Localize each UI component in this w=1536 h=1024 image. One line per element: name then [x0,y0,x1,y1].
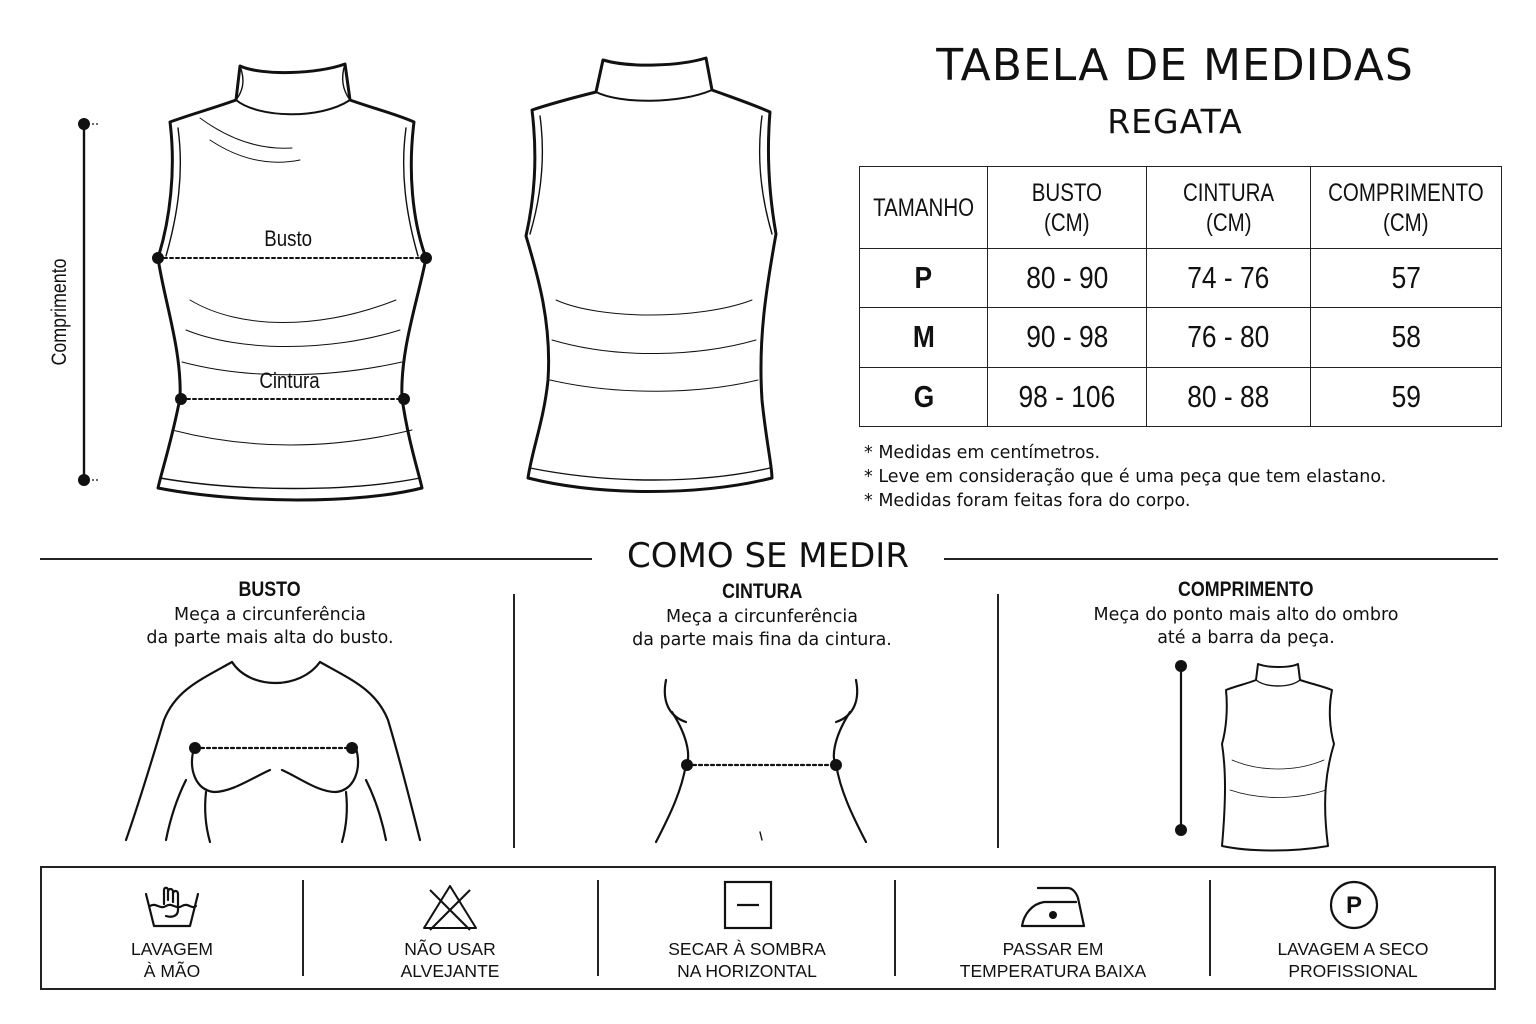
col-header-cintura: CINTURA (CM) [1146,167,1311,249]
care-label-line: TEMPERATURA BAIXA [959,961,1147,981]
care-item-iron-low [896,868,1210,988]
dry-clean-symbol: P [1345,892,1363,919]
col-header-tamanho: TAMANHO [860,167,988,249]
dry-flat-shade-icon [723,880,773,930]
busto-cell: 98 - 106 [988,367,1146,426]
comprimento-cell: 59 [1311,367,1502,426]
cintura-right-point [398,393,410,405]
comprimento-cell: 58 [1311,308,1502,367]
care-instructions-box [40,866,1496,990]
length-indicator [70,110,110,490]
col-header-busto: BUSTO (CM) [988,167,1146,249]
how-cintura-title: CINTURA [721,580,803,603]
size-cell: P [860,249,988,308]
no-bleach-icon [420,882,480,932]
how-comprimento-text: Meça do ponto mais alto do ombro até a barra da peça. [1093,605,1399,648]
busto-left-point [152,252,164,264]
size-cell: G [860,367,988,426]
col-header-comprimento: COMPRIMENTO (CM) [1311,167,1502,249]
care-label-line: LAVAGEM A SECO [1277,939,1429,959]
how-busto-text: Meça a circunferência da parte mais alta do busto. [146,605,394,648]
how-busto-title: BUSTO [238,578,302,601]
cintura-cell: 76 - 80 [1146,308,1311,367]
page-title: TABELA DE MEDIDAS [936,40,1414,91]
how-comprimento-title: COMPRIMENTO [1178,578,1314,601]
care-item-dry-flat [599,868,895,988]
care-item-dry-clean [1211,868,1495,988]
section-rule-right [944,558,1498,560]
note-line: * Medidas em centímetros. [864,443,1101,463]
care-label-line: À MÃO [143,961,201,981]
care-label-line: SECAR À SOMBRA [668,939,826,959]
page-subtitle: REGATA [1107,102,1243,141]
table-row [860,249,1502,308]
comprimento-label: Comprimento [48,258,71,366]
column-divider [513,594,515,848]
care-label-line: PASSAR EM [1002,939,1104,959]
busto-label: Busto [264,226,312,251]
busto-cell: 90 - 98 [988,308,1146,367]
back-garment-illustration [520,55,780,505]
size-table-header [860,167,1502,249]
section-title: COMO SE MEDIR [600,536,936,576]
dry-clean-p-icon [1329,880,1379,930]
care-label-line: NÃO USAR [404,939,496,959]
section-rule-left [40,558,592,560]
iron-low-icon [1020,882,1086,930]
care-item-hand-wash [42,868,302,988]
care-label-line: NA HORIZONTAL [677,961,817,981]
waist-body-illustration [650,670,890,850]
size-cell: M [860,308,988,367]
column-divider [997,594,999,848]
length-garment-illustration [1170,656,1340,856]
front-garment-illustration [150,55,450,505]
bust-body-illustration [120,660,430,850]
note-line: * Leve em consideração que é uma peça que tem elastano. [864,467,1387,487]
cintura-cell: 80 - 88 [1146,367,1311,426]
table-row [860,367,1502,426]
care-label-line: ALVEJANTE [400,961,500,981]
cintura-cell: 74 - 76 [1146,249,1311,308]
cintura-label: Cintura [258,368,320,393]
measurement-notes [864,441,1386,513]
care-label-line: PROFISSIONAL [1288,961,1418,981]
busto-cell: 80 - 90 [988,249,1146,308]
care-item-no-bleach [304,868,596,988]
note-line: * Medidas foram feitas fora do corpo. [864,491,1191,511]
size-table [859,166,1502,427]
how-cintura-text: Meça a circunferência da parte mais fina da cintura. [632,607,892,650]
cintura-left-point [175,393,187,405]
busto-right-point [420,252,432,264]
table-row [860,308,1502,367]
comprimento-cell: 57 [1311,249,1502,308]
hand-wash-icon [142,882,202,932]
care-label-line: LAVAGEM [130,939,213,959]
